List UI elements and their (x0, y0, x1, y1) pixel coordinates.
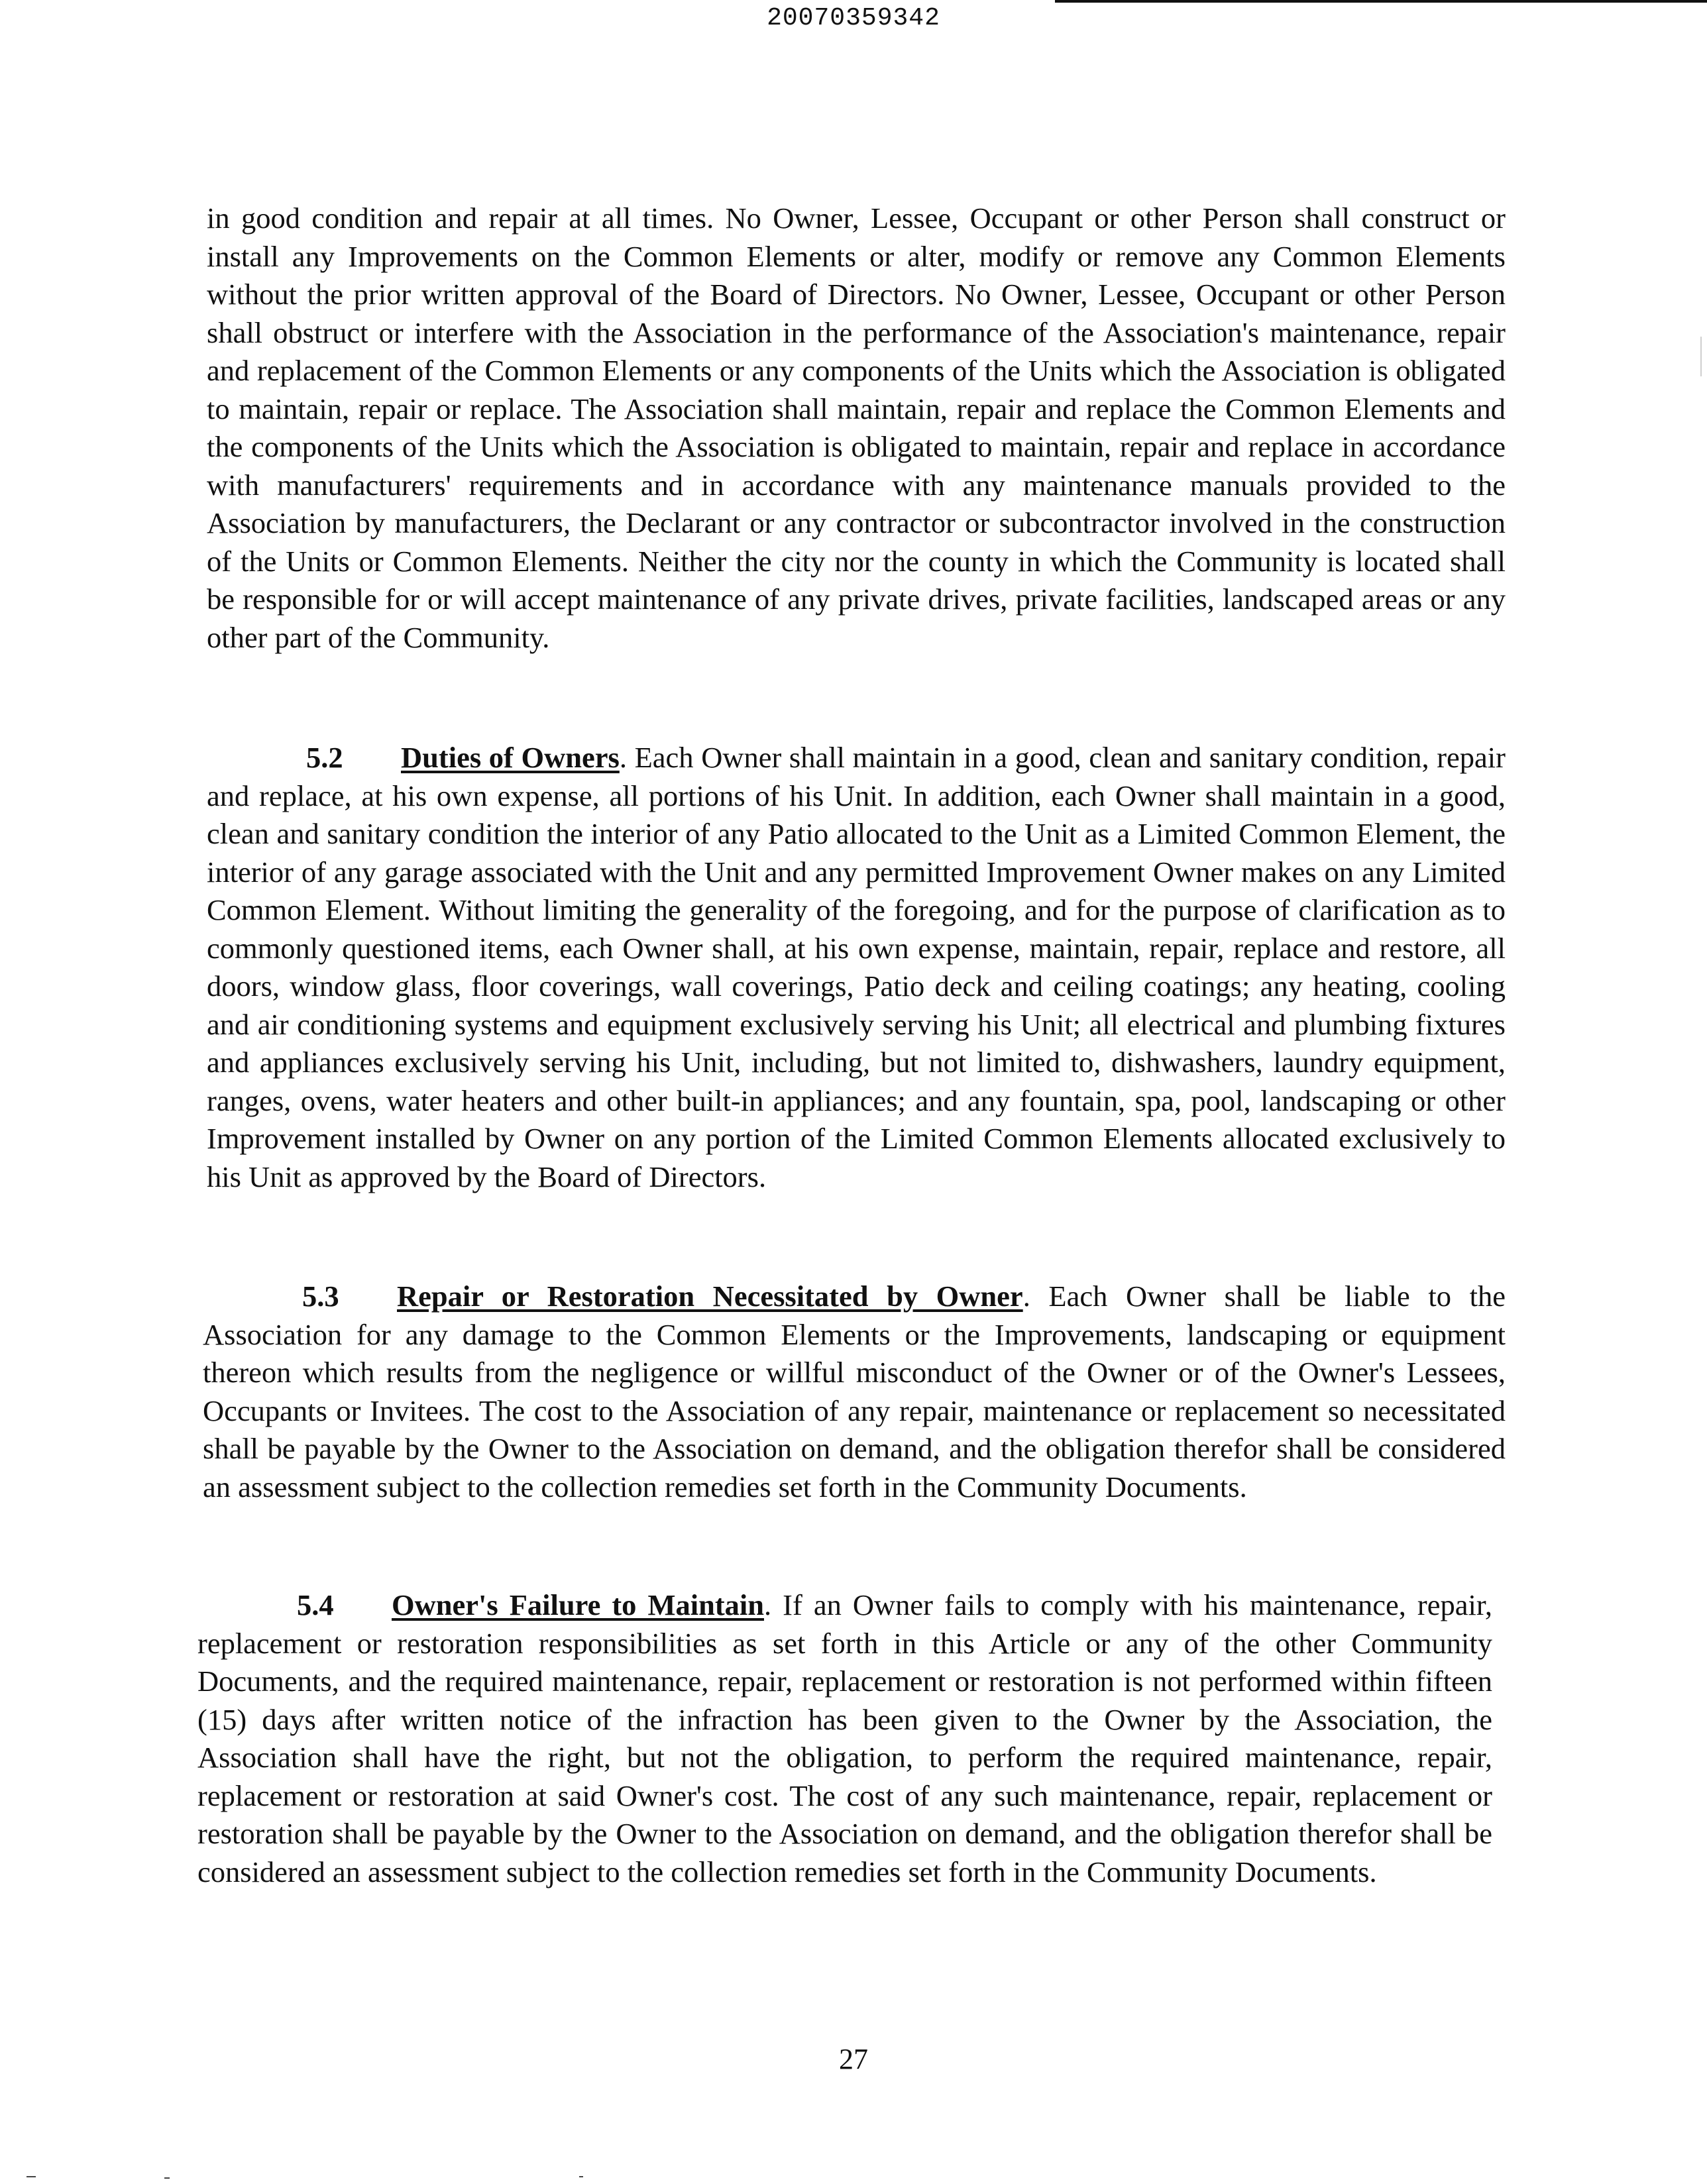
section-body: . If an Owner fails to comply with his maintenance, repair, replacement or restoration responsibilities as set forth in this Article or any of the other Community Documents, and the required maintenance, repair, replacement or restoration is not performed within fifteen (15) days after written notice of the infraction has been given to the Owner by the Association, the Association shall have the right, but not the obligation, to perform the required maintenance, repair, replacement or restoration at said Owner's cost. The cost of any such maintenance, repair, replacement or restoration shall be payable by the Owner to the Association on demand, and the obligation therefor shall be considered an assessment subject to the collection remedies set forth in the Community Documents. (197, 1588, 1492, 1888)
paragraph-continuation: in good condition and repair at all times. No Owner, Lessee, Occupant or other Person shall construct or install any Improvements on the Common Elements or alter, modify or remove any Common Elements without the prior written approval of the Board of Directors. No Owner, Lessee, Occupant or other Person shall obstruct or interfere with the Association in the performance of the Association's maintenance, repair and replacement of the Common Elements or any components of the Units which the Association is obligated to maintain, repair or replace. The Association shall maintain, repair and replace the Common Elements and the components of the Units which the Association is obligated to maintain, repair and replace in accordance with manufacturers' requirements and in accordance with any maintenance manuals provided to the Association by manufacturers, the Declarant or any contractor or subcontractor involved in the construction of the Units or Common Elements. Neither the city nor the county in which the Community is located shall be responsible for or will accept maintenance of any private drives, private facilities, landscaped areas or any other part of the Community. (207, 201, 1506, 654)
section-title: Owner's Failure to Maintain (392, 1588, 764, 1621)
scan-artifact (27, 2176, 36, 2177)
section-number: 5.4 (297, 1588, 334, 1621)
section-number: 5.2 (306, 741, 343, 774)
section-body: . Each Owner shall maintain in a good, clean and sanitary condition, repair and replace, at his own expense, all portions of his Unit. In addition, each Owner shall maintain in a good, clean and sanitary condition the interior of any Patio allocated to the Unit as a Limited Common Element, the interior of any garage associated with the Unit and any permitted Improvement Owner makes on any Limited Common Element. Without limiting the generality of the foregoing, and for the purpose of clarification as to commonly questioned items, each Owner shall, at his own expense, maintain, repair, replace and restore, all doors, window glass, floor coverings, wall coverings, Patio deck and ceiling coatings; any heating, cooling and air conditioning systems and equipment exclusively serving his Unit; all electrical and plumbing fixtures and appliances exclusively serving his Unit, including, but not limited to, dishwashers, laundry equipment, ranges, ovens, water heaters and other built-in appliances; and any fountain, spa, pool, landscaping or other Improvement installed by Owner on any portion of the Limited Common Elements allocated exclusively to his Unit as approved by the Board of Directors. (207, 741, 1506, 1193)
header-rule (1055, 0, 1707, 3)
section-5-2 (207, 739, 1506, 1196)
section-5-3 (203, 1278, 1506, 1506)
section-title: Duties of Owners (401, 741, 620, 774)
scan-edge-mark (1700, 337, 1702, 376)
page-number: 27 (839, 2043, 868, 2075)
scan-artifact (164, 2177, 170, 2179)
document-number: 20070359342 (767, 4, 940, 32)
section-body: . Each Owner shall be liable to the Association for any damage to the Common Elements or the Improvements, landscaping or equipment thereon which results from the negligence or willful misconduct of the Owner or of the Owner's Lessees, Occupants or Invitees. The cost to the Association of any repair, maintenance or replacement so necessitated shall be payable by the Owner to the Association on demand, and the obligation therefor shall be considered an assessment subject to the collection remedies set forth in the Community Documents. (203, 1280, 1506, 1503)
scan-artifact (579, 2176, 583, 2177)
section-number: 5.3 (302, 1280, 339, 1313)
section-title: Repair or Restoration Necessitated by Owner (397, 1280, 1023, 1313)
section-5-4 (197, 1586, 1492, 1891)
